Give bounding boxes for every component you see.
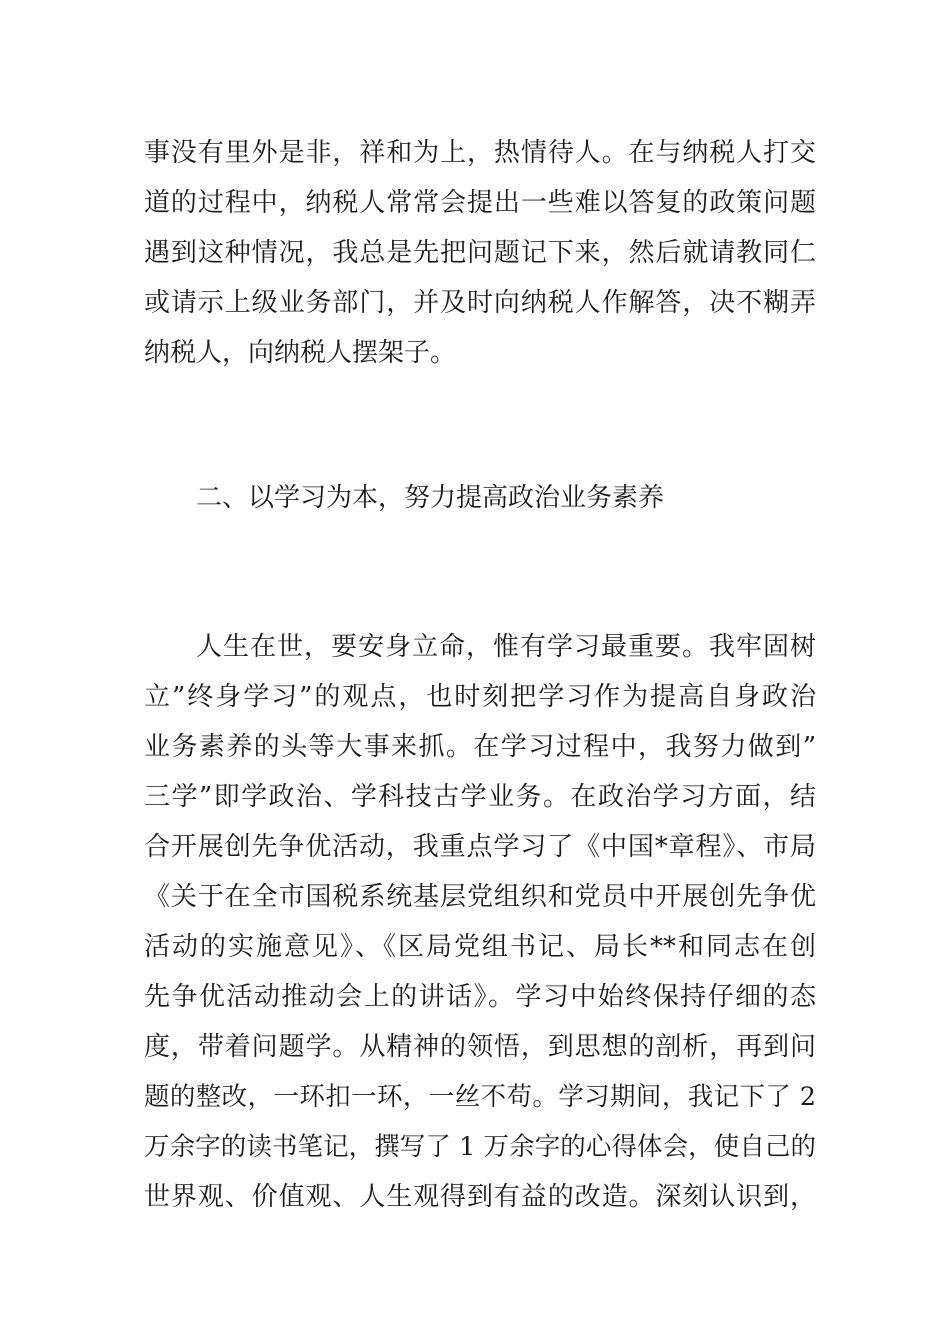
paragraph-line: 世界观、价值观、人生观得到有益的改造。深刻认识到， <box>144 1182 816 1212</box>
paragraph-line: 先争优活动推动会上的讲话》。学习中始终保持仔细的态 <box>144 982 816 1012</box>
paragraph-line: 度，带着问题学。从精神的领悟，到思想的剖析，再到问 <box>144 1032 816 1062</box>
paragraph-2 <box>144 622 816 1222</box>
paragraph-line: 万余字的读书笔记，撰写了 1 万余字的心得体会，使自己的 <box>144 1132 816 1162</box>
paragraph-line: 《关于在全市国税系统基层党组织和党员中开展创先争优 <box>144 882 816 912</box>
paragraph-line: 业务素养的头等大事来抓。在学习过程中，我努力做到” <box>144 732 816 762</box>
paragraph-line: 活动的实施意见》、《区局党组书记、局长**和同志在创 <box>144 932 816 962</box>
paragraph-line: 遇到这种情况，我总是先把问题记下来，然后就请教同仁 <box>144 238 816 268</box>
paragraph-line: 或请示上级业务部门，并及时向纳税人作解答，决不糊弄 <box>144 288 816 318</box>
paragraph-line: 立”终身学习”的观点，也时刻把学习作为提高自身政治 <box>144 682 816 712</box>
paragraph-line: 三学”即学政治、学科技古学业务。在政治学习方面，结 <box>144 782 816 812</box>
section-heading <box>196 473 816 523</box>
paragraph-line: 题的整改，一环扣一环，一丝不苟。学习期间，我记下了 2 <box>144 1082 816 1112</box>
paragraph-1 <box>144 128 816 378</box>
paragraph-line: 道的过程中，纳税人常常会提出一些难以答复的政策问题 <box>144 188 816 218</box>
paragraph-line: 合开展创先争优活动，我重点学习了《中国*章程》、市局 <box>144 832 816 862</box>
paragraph-line: 纳税人，向纳税人摆架子。 <box>144 338 457 368</box>
paragraph-line: 人生在世，要安身立命，惟有学习最重要。我牢固树 <box>196 632 816 662</box>
paragraph-line: 事没有里外是非，祥和为上，热情待人。在与纳税人打交 <box>144 138 816 168</box>
section-heading-text: 二、以学习为本，努力提高政治业务素养 <box>196 483 665 513</box>
